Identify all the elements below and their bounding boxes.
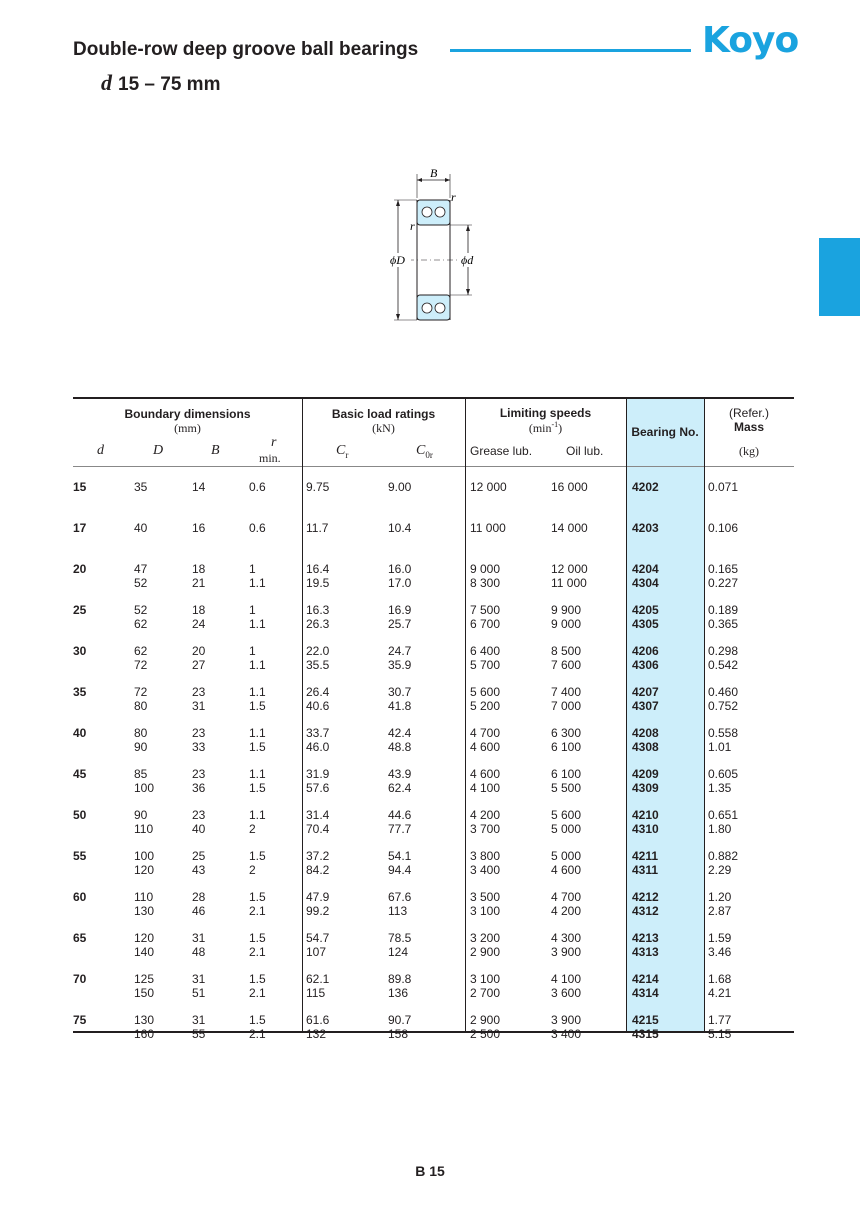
cell-no: 4204 (632, 562, 659, 576)
cell-no: 4206 (632, 644, 659, 658)
cell-no: 4315 (632, 1026, 659, 1041)
cell-mass: 2.87 (708, 903, 732, 918)
cell-c0r: 17.0 (388, 575, 412, 590)
cell-d: 125 (134, 972, 155, 986)
header-limiting-speeds: Limiting speeds (499, 406, 592, 420)
cell-b: 36 (192, 780, 206, 795)
cell-grease: 4 600 (470, 739, 501, 754)
cell-b: 25 (192, 849, 206, 863)
cell-b: 18 (192, 562, 206, 576)
cell-cr: 46.0 (306, 739, 330, 754)
cell-b: 18 (192, 603, 206, 617)
cell-grease: 8 300 (470, 575, 501, 590)
cell-b: 31 (192, 931, 206, 945)
cell-mass: 0.165 (708, 562, 739, 576)
cell-mass: 5.15 (708, 1026, 732, 1041)
cell-grease: 5 600 (470, 685, 501, 699)
cell-d: 47 (134, 562, 148, 576)
cell-cr: 16.4 (306, 562, 330, 576)
cell-no: 4305 (632, 616, 659, 631)
cell-cr: 70.4 (306, 821, 330, 836)
cell-d: 72 (134, 657, 148, 672)
cell-oil: 11 000 (551, 575, 587, 590)
cell-oil: 8 500 (551, 644, 582, 658)
divider-speeds-bearingno (626, 399, 627, 1031)
cell-c0r: 62.4 (388, 780, 412, 795)
cell-cr: 16.3 (306, 603, 330, 617)
cell-r: 2 (249, 862, 256, 877)
cell-d: 110 (134, 890, 154, 904)
cell-mass: 1.68 (708, 972, 732, 986)
subtitle-range: 15 – 75 mm (118, 74, 221, 95)
cell-d: 35 (73, 685, 87, 699)
cell-d: 60 (73, 890, 87, 904)
cell-oil: 3 400 (551, 1026, 582, 1041)
cell-b: 33 (192, 739, 206, 754)
cell-b: 27 (192, 657, 206, 672)
cell-b: 46 (192, 903, 206, 918)
cell-grease: 3 200 (470, 931, 501, 945)
cell-no: 4207 (632, 685, 659, 699)
cell-oil: 5 500 (551, 780, 582, 795)
cell-b: 14 (192, 480, 206, 494)
cell-oil: 12 000 (551, 562, 588, 576)
cell-c0r: 94.4 (388, 862, 412, 877)
cell-b: 51 (192, 985, 206, 1000)
cell-r: 1 (249, 644, 256, 658)
cell-r: 1.5 (249, 739, 266, 754)
header-oil-lub: Oil lub. (566, 444, 604, 458)
cell-no: 4212 (632, 890, 659, 904)
cell-c0r: 67.6 (388, 890, 412, 904)
cell-mass: 1.20 (708, 890, 732, 904)
header-d: d (97, 443, 104, 458)
cell-d: 52 (134, 575, 148, 590)
cell-d: 70 (73, 972, 87, 986)
cell-c0r: 43.9 (388, 767, 412, 781)
cell-b: 23 (192, 767, 206, 781)
cell-r: 1.5 (249, 1013, 266, 1027)
cell-c0r: 124 (388, 944, 409, 959)
cell-b: 20 (192, 644, 206, 658)
cell-no: 4304 (632, 575, 659, 590)
cell-b: 16 (192, 521, 206, 535)
cell-oil: 7 000 (551, 698, 582, 713)
header-r-min: min. (259, 451, 281, 465)
cell-d: 100 (134, 780, 155, 795)
koyo-logo: Koyo (702, 20, 799, 61)
cell-r: 1.1 (249, 575, 266, 590)
cell-c0r: 24.7 (388, 644, 412, 658)
cell-cr: 26.3 (306, 616, 330, 631)
cell-grease: 2 500 (470, 1026, 501, 1041)
cell-no: 4203 (632, 521, 659, 535)
cell-oil: 3 600 (551, 985, 582, 1000)
subtitle-variable: d (101, 70, 112, 95)
cell-no: 4307 (632, 698, 659, 713)
cell-mass: 0.298 (708, 644, 739, 658)
cell-r: 0.6 (249, 521, 266, 535)
cell-grease: 6 400 (470, 644, 501, 658)
cell-mass: 0.605 (708, 767, 739, 781)
bearing-data-table (73, 397, 794, 1041)
cell-r: 2.1 (249, 985, 266, 1000)
cell-oil: 9 000 (551, 616, 582, 631)
cell-no: 4310 (632, 821, 659, 836)
cell-oil: 9 900 (551, 603, 582, 617)
cell-mass: 3.46 (708, 944, 732, 959)
cell-mass: 0.752 (708, 698, 739, 713)
cell-c0r: 25.7 (388, 616, 412, 631)
cell-cr: 99.2 (306, 903, 330, 918)
label-r-left: r (410, 219, 415, 233)
cell-cr: 26.4 (306, 685, 330, 699)
cell-cr: 9.75 (306, 480, 330, 494)
cell-no: 4205 (632, 603, 659, 617)
cell-c0r: 48.8 (388, 739, 412, 754)
cell-cr: 47.9 (306, 890, 330, 904)
cell-grease: 3 100 (470, 903, 501, 918)
cell-cr: 31.4 (306, 808, 330, 822)
cell-grease: 3 100 (470, 972, 501, 986)
table-bottom-rule (73, 1031, 794, 1033)
cell-cr: 19.5 (306, 575, 330, 590)
cell-oil: 6 100 (551, 739, 582, 754)
cell-c0r: 30.7 (388, 685, 412, 699)
cell-d: 85 (134, 767, 148, 781)
cell-oil: 7 600 (551, 657, 582, 672)
cell-mass: 0.651 (708, 808, 739, 822)
cell-no: 4211 (632, 849, 659, 863)
cell-grease: 3 700 (470, 821, 501, 836)
header-boundary-dimensions: Boundary dimensions (124, 407, 251, 421)
cell-cr: 37.2 (306, 849, 330, 863)
cell-d: 130 (134, 903, 155, 918)
cell-d: 120 (134, 862, 155, 877)
cell-cr: 22.0 (306, 644, 330, 658)
cell-r: 1.5 (249, 972, 266, 986)
cell-b: 23 (192, 808, 206, 822)
cell-r: 2.1 (249, 903, 266, 918)
cell-d: 62 (134, 644, 148, 658)
page-subtitle (101, 70, 220, 96)
header-cr: $C_r$ (336, 443, 349, 460)
cell-d: 17 (73, 521, 87, 535)
cell-oil: 4 100 (551, 972, 582, 986)
cell-b: 21 (192, 575, 206, 590)
cell-c0r: 78.5 (388, 931, 412, 945)
cell-b: 24 (192, 616, 206, 631)
cell-mass: 0.365 (708, 616, 739, 631)
cell-grease: 11 000 (470, 521, 506, 535)
cell-no: 4311 (632, 862, 659, 877)
cell-d: 75 (73, 1013, 87, 1027)
cell-cr: 107 (306, 944, 327, 959)
cell-no: 4208 (632, 726, 659, 740)
cell-d: 80 (134, 726, 148, 740)
cell-cr: 84.2 (306, 862, 330, 877)
cell-b: 40 (192, 821, 206, 836)
cell-grease: 4 700 (470, 726, 501, 740)
cell-grease: 6 700 (470, 616, 501, 631)
cell-mass: 0.558 (708, 726, 739, 740)
cell-d: 25 (73, 603, 87, 617)
cell-c0r: 42.4 (388, 726, 412, 740)
cell-c0r: 136 (388, 985, 409, 1000)
cell-r: 1.1 (249, 685, 266, 699)
cell-oil: 6 100 (551, 767, 582, 781)
cell-r: 1.5 (249, 849, 266, 863)
cell-d: 15 (73, 480, 87, 494)
cell-c0r: 77.7 (388, 821, 412, 836)
cell-d: 40 (134, 521, 148, 535)
cell-mass: 1.35 (708, 780, 732, 795)
cell-no: 4209 (632, 767, 659, 781)
header-boundary-unit: (mm) (174, 421, 201, 435)
cell-d: 52 (134, 603, 148, 617)
cell-oil: 4 700 (551, 890, 582, 904)
cell-grease: 4 100 (470, 780, 501, 795)
page-number: B 15 (415, 1163, 445, 1179)
header-load-unit: (kN) (372, 421, 395, 435)
cell-r: 1.5 (249, 931, 266, 945)
cell-b: 31 (192, 1013, 206, 1027)
header-mass: Mass (733, 420, 765, 434)
header-bearing-no: Bearing No. (631, 425, 699, 439)
cell-b: 31 (192, 972, 206, 986)
cell-d: 120 (134, 931, 155, 945)
header-B: B (211, 443, 220, 458)
cell-mass: 0.106 (708, 521, 739, 535)
cell-r: 2.1 (249, 944, 266, 959)
cell-cr: 11.7 (306, 521, 329, 535)
cell-r: 1.5 (249, 890, 266, 904)
divider-boundary-load (302, 399, 303, 1031)
cell-grease: 2 700 (470, 985, 501, 1000)
cell-mass: 2.29 (708, 862, 732, 877)
header-refer: (Refer.) (728, 406, 769, 420)
cell-b: 28 (192, 890, 206, 904)
divider-load-speeds (465, 399, 466, 1031)
cell-grease: 5 200 (470, 698, 501, 713)
cell-oil: 3 900 (551, 1013, 582, 1027)
cell-grease: 7 500 (470, 603, 501, 617)
cell-d: 20 (73, 562, 87, 576)
cell-c0r: 89.8 (388, 972, 412, 986)
label-r-top: r (451, 190, 456, 204)
cell-c0r: 90.7 (388, 1013, 412, 1027)
cell-oil: 4 300 (551, 931, 582, 945)
cell-r: 2 (249, 821, 256, 836)
cell-no: 4313 (632, 944, 659, 959)
cell-mass: 4.21 (708, 985, 732, 1000)
cell-cr: 57.6 (306, 780, 330, 795)
cell-c0r: 16.0 (388, 562, 412, 576)
cell-no: 4202 (632, 480, 659, 494)
cell-r: 1.1 (249, 616, 266, 631)
cell-d: 140 (134, 944, 155, 959)
cell-mass: 0.460 (708, 685, 739, 699)
cell-cr: 35.5 (306, 657, 330, 672)
cell-oil: 5 000 (551, 821, 582, 836)
cell-grease: 3 800 (470, 849, 501, 863)
cell-no: 4306 (632, 657, 659, 672)
cell-d: 150 (134, 985, 155, 1000)
cell-mass: 1.80 (708, 821, 732, 836)
cell-cr: 40.6 (306, 698, 330, 713)
cell-grease: 2 900 (470, 1013, 501, 1027)
cell-c0r: 44.6 (388, 808, 412, 822)
cell-no: 4309 (632, 780, 659, 795)
cell-c0r: 16.9 (388, 603, 412, 617)
cell-oil: 16 000 (551, 480, 588, 494)
cell-grease: 3 500 (470, 890, 501, 904)
header-bottom-rule (73, 466, 794, 467)
bearing-cross-section-diagram (380, 160, 490, 330)
cell-mass: 1.77 (708, 1013, 732, 1027)
cell-oil: 3 900 (551, 944, 582, 959)
table-top-rule (73, 397, 794, 399)
cell-oil: 4 600 (551, 862, 582, 877)
cell-r: 1.1 (249, 767, 266, 781)
cell-b: 48 (192, 944, 206, 959)
cell-no: 4314 (632, 985, 659, 1000)
cell-d: 30 (73, 644, 87, 658)
cell-grease: 2 900 (470, 944, 501, 959)
header-grease-lub: Grease lub. (470, 444, 533, 458)
cell-mass: 0.189 (708, 603, 739, 617)
cell-r: 1.5 (249, 698, 266, 713)
cell-d: 130 (134, 1013, 155, 1027)
cell-cr: 31.9 (306, 767, 330, 781)
cell-d: 80 (134, 698, 148, 713)
header-c0r: $C_{0r}$ (416, 443, 433, 460)
cell-c0r: 10.4 (388, 521, 412, 535)
cell-r: 1.1 (249, 808, 266, 822)
cell-no: 4210 (632, 808, 659, 822)
cell-b: 23 (192, 685, 206, 699)
cell-mass: 1.01 (708, 739, 732, 754)
cell-no: 4214 (632, 972, 659, 986)
cell-oil: 14 000 (551, 521, 588, 535)
cell-r: 1 (249, 562, 256, 576)
cell-c0r: 35.9 (388, 657, 412, 672)
cell-r: 1.1 (249, 726, 266, 740)
cell-d: 110 (134, 821, 154, 836)
cell-c0r: 158 (388, 1026, 409, 1041)
cell-no: 4213 (632, 931, 659, 945)
cell-r: 1.1 (249, 657, 266, 672)
cell-d: 90 (134, 808, 148, 822)
cell-c0r: 113 (388, 903, 408, 918)
header-r: r (271, 435, 277, 450)
cell-oil: 6 300 (551, 726, 582, 740)
cell-d: 40 (73, 726, 87, 740)
header-mass-unit: (kg) (739, 444, 759, 458)
cell-grease: 12 000 (470, 480, 507, 494)
cell-d: 45 (73, 767, 87, 781)
cell-mass: 1.59 (708, 931, 732, 945)
cell-grease: 5 700 (470, 657, 501, 672)
cell-cr: 115 (306, 985, 326, 1000)
cell-c0r: 54.1 (388, 849, 412, 863)
section-tab (819, 238, 860, 316)
cell-mass: 0.227 (708, 575, 739, 590)
cell-d: 35 (134, 480, 148, 494)
header-D: D (153, 443, 164, 458)
cell-grease: 4 600 (470, 767, 501, 781)
divider-bearingno-mass (704, 399, 705, 1031)
cell-d: 55 (73, 849, 87, 863)
cell-d: 50 (73, 808, 87, 822)
cell-d: 72 (134, 685, 148, 699)
cell-r: 1 (249, 603, 256, 617)
label-B: B (430, 166, 438, 180)
cell-r: 0.6 (249, 480, 266, 494)
cell-cr: 62.1 (306, 972, 330, 986)
cell-cr: 61.6 (306, 1013, 330, 1027)
page-title: Double-row deep groove ball bearings (73, 39, 419, 60)
cell-cr: 132 (306, 1026, 327, 1041)
cell-grease: 3 400 (470, 862, 501, 877)
cell-r: 1.5 (249, 780, 266, 795)
cell-c0r: 9.00 (388, 480, 412, 494)
cell-c0r: 41.8 (388, 698, 412, 713)
cell-b: 43 (192, 862, 206, 877)
cell-mass: 0.882 (708, 849, 739, 863)
cell-oil: 4 200 (551, 903, 582, 918)
cell-d: 62 (134, 616, 148, 631)
cell-oil: 5 600 (551, 808, 582, 822)
label-bore-diameter: ϕd (461, 253, 474, 267)
cell-d: 160 (134, 1026, 155, 1041)
title-rule (450, 49, 691, 52)
cell-d: 90 (134, 739, 148, 754)
cell-b: 55 (192, 1026, 206, 1041)
cell-no: 4308 (632, 739, 659, 754)
cell-mass: 0.071 (708, 480, 739, 494)
cell-d: 100 (134, 849, 155, 863)
cell-oil: 7 400 (551, 685, 582, 699)
header-speeds-unit: $(\min^{-1})$ (528, 420, 563, 435)
cell-d: 65 (73, 931, 87, 945)
cell-r: 2.1 (249, 1026, 266, 1041)
cell-cr: 33.7 (306, 726, 330, 740)
cell-no: 4215 (632, 1013, 659, 1027)
label-outer-diameter: ϕD (390, 253, 405, 267)
cell-grease: 4 200 (470, 808, 501, 822)
cell-no: 4312 (632, 903, 659, 918)
cell-mass: 0.542 (708, 657, 739, 672)
cell-b: 23 (192, 726, 206, 740)
cell-grease: 9 000 (470, 562, 501, 576)
cell-cr: 54.7 (306, 931, 330, 945)
header-basic-load-ratings: Basic load ratings (331, 407, 436, 421)
cell-b: 31 (192, 698, 206, 713)
cell-oil: 5 000 (551, 849, 582, 863)
